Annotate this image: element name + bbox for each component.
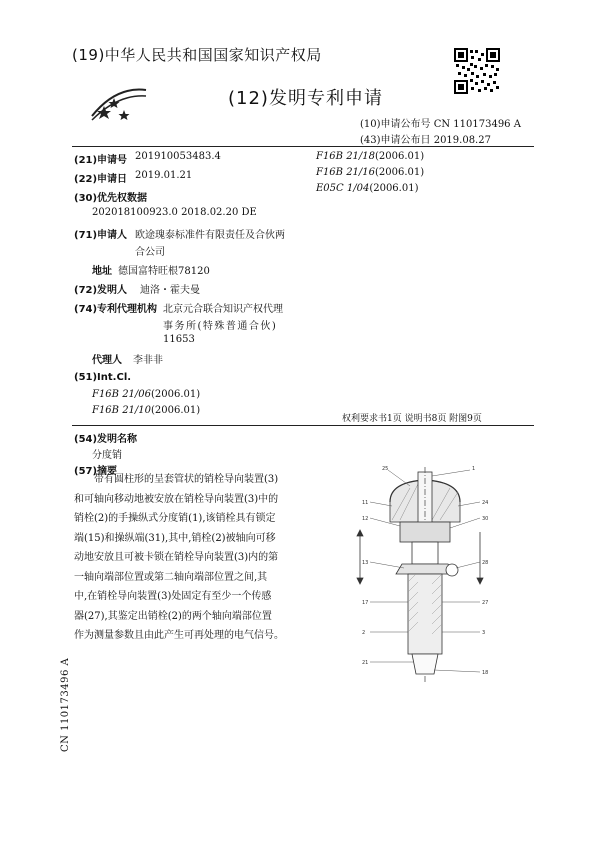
app-number: 201910053483.4: [135, 151, 221, 162]
classification-item: E05C 1/04(2006.01): [316, 183, 419, 194]
agency-line1: 北京元合联合知识产权代理: [163, 304, 283, 315]
inventor: 迪洛・霍夫曼: [140, 285, 200, 296]
figure-label: 24: [482, 500, 489, 506]
abstract-line: 作为测量参数且由此产生可再处理的电气信号。: [74, 630, 284, 641]
authority-name: (19)中华人民共和国国家知识产权局: [72, 46, 322, 64]
priority-data: 202018100923.0 2018.02.20 DE: [92, 207, 257, 218]
figure-label: 27: [482, 600, 489, 606]
cnipa-logo: [88, 84, 148, 124]
intcl-item: F16B 21/06(2006.01): [92, 389, 201, 400]
address-label: 地址: [92, 266, 112, 277]
document-type: (12)发明专利申请: [228, 88, 383, 109]
classification-item: F16B 21/16(2006.01): [316, 167, 425, 178]
abstract-line: 动地安放且可被卡锁在销栓导向装置(3)内的第: [74, 552, 279, 563]
page-counts: 权利要求书1页 说明书8页 附图9页: [342, 414, 482, 424]
abstract-line: 销栓(2)的手操纵式分度销(1),该销栓具有锁定: [74, 513, 276, 524]
app-date-label: (22)申请日: [74, 174, 128, 185]
applicant-line1: 欧途瑰泰标准件有限责任及合伙两: [135, 230, 285, 241]
priority-label: (30)优先权数据: [74, 193, 148, 204]
publication-date: (43)申请公布日 2019.08.27: [360, 135, 491, 146]
agency-label: (74)专利代理机构: [74, 304, 158, 315]
technical-drawing: [330, 462, 510, 702]
publication-number: (10)申请公布号 CN 110173496 A: [360, 119, 521, 130]
figure-label: 25: [382, 466, 389, 472]
intcl-item: F16B 21/10(2006.01): [92, 405, 201, 416]
agency-line2: 事务所(特殊普通合伙): [163, 321, 278, 332]
applicant-label: (71)申请人: [74, 230, 128, 241]
abstract-label: (57)摘要: [74, 466, 118, 477]
abstract-line: 和可轴向移动地被安放在销栓导向装置(3)中的: [74, 493, 279, 505]
address: 德国富特旺根78120: [118, 266, 210, 277]
header-divider: [72, 146, 534, 147]
abstract-line: 中,在销栓导向装置(3)处固定有至少一个传感: [74, 591, 272, 602]
figure-label: 12: [362, 516, 369, 522]
figure-label: 18: [482, 670, 489, 676]
figure-label: 21: [362, 660, 369, 666]
biblio-divider: [72, 425, 534, 426]
intcl-label: (51)Int.Cl.: [74, 372, 132, 383]
classification-item: F16B 21/18(2006.01): [316, 151, 425, 162]
figure-label: 3: [482, 630, 486, 636]
agent-label: 代理人: [92, 355, 122, 366]
figure-label: 30: [482, 516, 489, 522]
title-label: (54)发明名称: [74, 434, 138, 445]
app-date: 2019.01.21: [135, 170, 193, 181]
qr-code: [454, 48, 500, 94]
abstract-line: 一轴向端部位置或第二轴向端部位置之间,其: [74, 571, 268, 583]
figure-label: 1: [472, 466, 476, 472]
app-number-label: (21)申请号: [74, 155, 128, 166]
figure-label: 2: [362, 630, 366, 636]
figure-label: 11: [362, 500, 369, 506]
abstract-line: 带有圆柱形的呈套管状的销栓导向装置(3): [94, 474, 279, 485]
abstract-line: 器(27),其鉴定出销栓(2)的两个轴向端部位置: [74, 610, 272, 622]
side-publication-number: CN 110173496 A: [60, 657, 71, 752]
figure-label: 17: [362, 600, 369, 606]
inventor-label: (72)发明人: [74, 285, 128, 296]
invention-title: 分度销: [92, 450, 122, 461]
figure-label: 28: [482, 560, 489, 566]
applicant-line2: 合公司: [135, 247, 165, 258]
figure-label: 13: [362, 560, 369, 566]
abstract-text: [74, 470, 314, 646]
agency-line3: 11653: [163, 334, 195, 345]
abstract-line: 端(15)和操纵端(31),其中,销栓(2)被轴向可移: [74, 532, 276, 544]
agent: 李非非: [133, 355, 163, 366]
